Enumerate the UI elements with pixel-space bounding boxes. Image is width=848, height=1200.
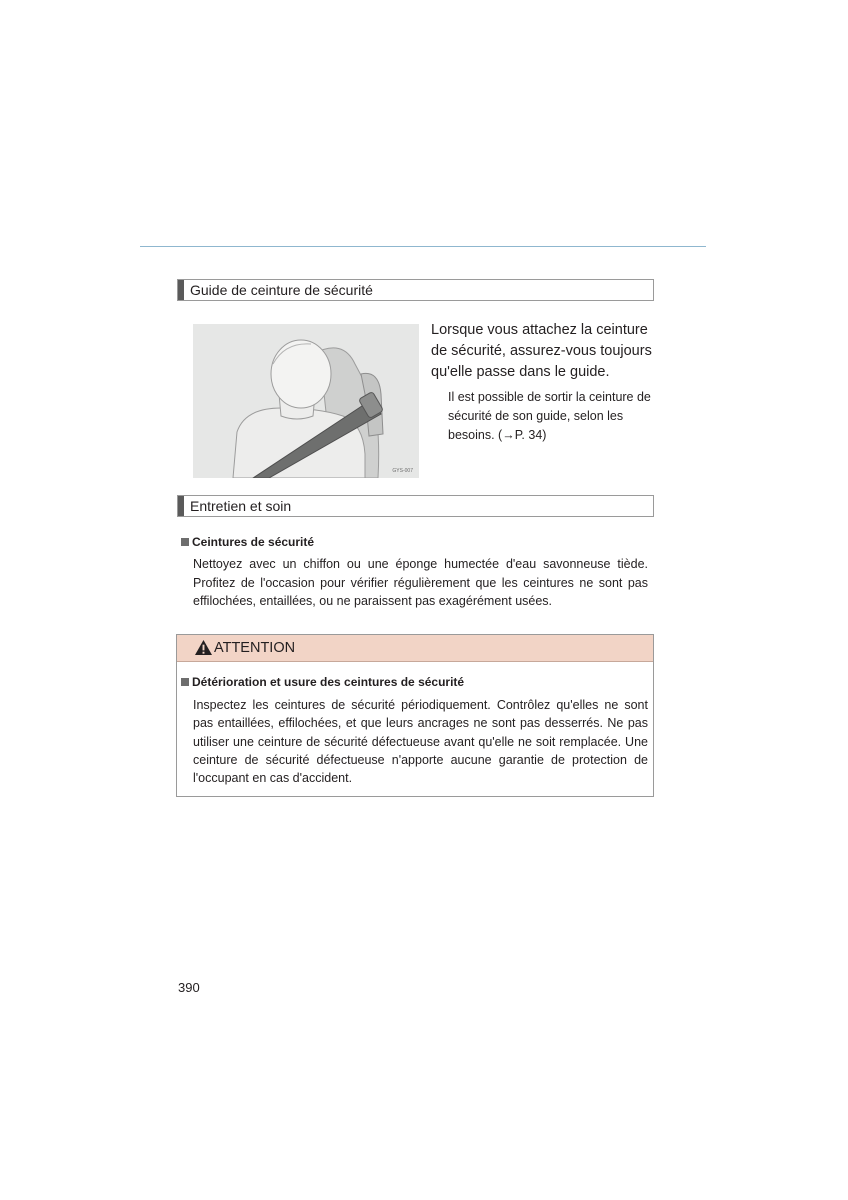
section-marker — [178, 496, 184, 516]
subheading-seatbelts — [181, 535, 314, 549]
section-marker — [178, 280, 184, 300]
seatbelt-guide-illustration — [193, 324, 419, 478]
care-paragraph: Nettoyez avec un chiffon ou une éponge humectée d'eau savonneuse tiède. Profitez de l'occasion pour vérifier régulièrement que les ceintures ne sont pas effilochées, entaillées, ou ne paraissent pas exagérément usées. — [193, 557, 648, 608]
warning-triangle-icon — [194, 639, 213, 656]
figure-code: GYS-007 — [392, 468, 413, 474]
square-bullet-icon — [181, 538, 189, 546]
warning-paragraph: Inspectez les ceintures de sécurité périodiquement. Contrôlez qu'elles ne sont pas entaillées, effilochées, et que leurs ancrages ne sont pas desserrés. Ne pas utiliser une ceinture de sécurité défectueuse avant qu'elle ne soit remplacée. Une ceinture de sécurité défectueuse n'apporte aucune garantie de protection de l'occupant en cas d'accident. — [193, 698, 648, 786]
section-title: Entretien et soin — [190, 498, 292, 514]
warning-label: ATTENTION — [214, 640, 296, 656]
section-heading-seatbelt-guide — [177, 279, 654, 301]
warning-subheading — [181, 675, 464, 689]
header-rule — [140, 246, 706, 247]
warning-header — [177, 635, 653, 662]
subheading-text: Détérioration et usure des ceintures de sécurité — [192, 675, 465, 689]
section-title: Guide de ceinture de sécurité — [190, 282, 373, 298]
lead-paragraph: Lorsque vous attachez la ceinture de sécurité, assurez-vous toujours qu'elle passe dans le guide. — [431, 322, 652, 380]
page-number: 390 — [178, 980, 200, 995]
warning-box — [176, 634, 654, 797]
section-heading-care — [177, 495, 654, 517]
note-paragraph: Il est possible de sortir la ceinture de sécurité de son guide, selon les besoins. (→P. 34) — [448, 390, 651, 442]
square-bullet-icon — [181, 678, 189, 686]
subheading-text: Ceintures de sécurité — [192, 535, 315, 549]
